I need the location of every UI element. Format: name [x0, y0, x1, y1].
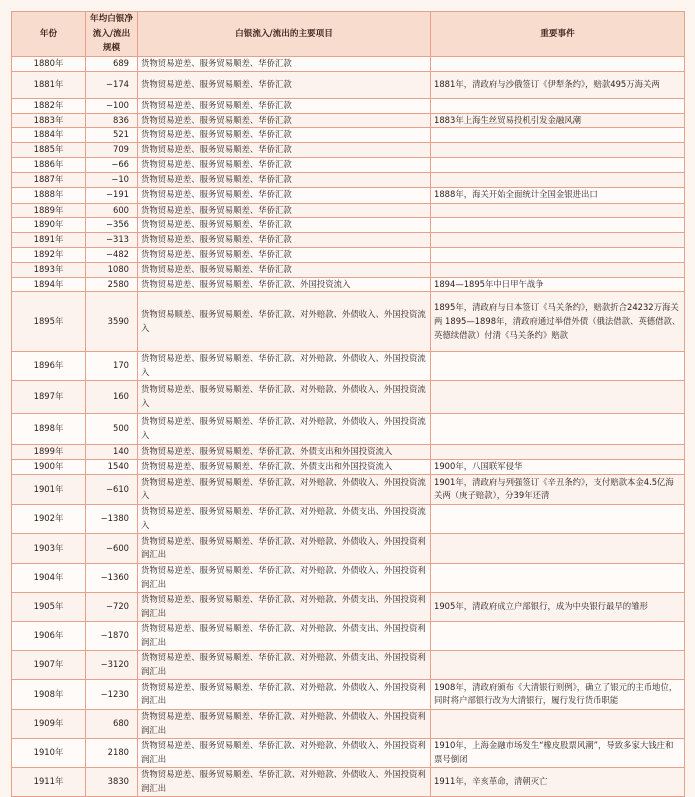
flow-cell: 3830 — [86, 767, 138, 796]
flow-cell: 600 — [86, 203, 138, 218]
year-cell: 1880年 — [12, 57, 86, 72]
header-events: 重要事件 — [431, 12, 685, 57]
table-row — [12, 459, 685, 474]
items-cell: 货物贸易逆差、服务贸易顺差、华侨汇款、对外赔款、外债收入、外国投资流入 — [138, 352, 431, 381]
table-body — [12, 57, 685, 797]
year-cell: 1894年 — [12, 277, 86, 292]
items-cell: 货物贸易逆差、服务贸易顺差、华侨汇款 — [138, 113, 431, 128]
items-cell: 货物贸易逆差、服务贸易顺差、华侨汇款、对外赔款、外债收入、外国投资利润汇出 — [138, 767, 431, 796]
silver-flow-table-container — [11, 11, 684, 797]
table-row — [12, 203, 685, 218]
table-row — [12, 277, 685, 292]
table-row — [12, 504, 685, 533]
year-cell: 1903年 — [12, 533, 86, 563]
items-cell: 货物贸易逆差、服务贸易顺差、华侨汇款 — [138, 218, 431, 233]
table-row — [12, 292, 685, 352]
flow-cell: −1380 — [86, 504, 138, 533]
table-row — [12, 187, 685, 203]
table-header-row — [12, 12, 685, 57]
items-cell: 货物贸易顺差、服务贸易顺差、华侨汇款、对外赔款、外债收入、外国投资流入 — [138, 292, 431, 352]
table-row — [12, 247, 685, 262]
table-row — [12, 444, 685, 459]
year-cell: 1897年 — [12, 380, 86, 413]
events-cell — [431, 128, 685, 143]
events-cell — [431, 57, 685, 72]
table-row — [12, 533, 685, 563]
flow-cell: 836 — [86, 113, 138, 128]
flow-cell: 3590 — [86, 292, 138, 352]
silver-flow-table — [11, 11, 685, 797]
items-cell: 货物贸易逆差、服务贸易顺差、华侨汇款、对外赔款、外债支出、外国投资利润汇出 — [138, 592, 431, 621]
items-cell: 货物贸易逆差、服务贸易顺差、华侨汇款、对外赔款、外债收入、外国投资流入 — [138, 413, 431, 444]
table-row — [12, 172, 685, 187]
table-row — [12, 592, 685, 621]
items-cell: 货物贸易逆差、服务贸易顺差、华侨汇款 — [138, 71, 431, 98]
items-cell: 货物贸易逆差、服务贸易顺差、华侨汇款、对外赔款、外债收入、外国投资利润汇出 — [138, 709, 431, 738]
events-cell — [431, 650, 685, 679]
events-cell: 1883年上海生丝贸易投机引发金融风潮 — [431, 113, 685, 128]
events-cell — [431, 444, 685, 459]
flow-cell: −600 — [86, 533, 138, 563]
items-cell: 货物贸易逆差、服务贸易顺差、华侨汇款 — [138, 98, 431, 113]
table-row — [12, 157, 685, 172]
events-cell — [431, 352, 685, 381]
events-cell: 1888年，海关开始全面统计全国金银进出口 — [431, 187, 685, 203]
year-cell: 1882年 — [12, 98, 86, 113]
flow-cell: 1540 — [86, 459, 138, 474]
flow-cell: 709 — [86, 143, 138, 158]
year-cell: 1893年 — [12, 262, 86, 277]
flow-cell: −1230 — [86, 679, 138, 709]
flow-cell: −10 — [86, 172, 138, 187]
flow-cell: −191 — [86, 187, 138, 203]
events-cell: 1910年，上海金融市场发生“橡皮股票风潮”，导致多家大钱庄和票号倒闭 — [431, 738, 685, 767]
flow-cell: −1870 — [86, 621, 138, 650]
items-cell: 货物贸易逆差、服务贸易顺差、华侨汇款 — [138, 57, 431, 72]
items-cell: 货物贸易逆差、服务贸易顺差、华侨汇款、对外赔款、外债收入、外国投资流入 — [138, 474, 431, 504]
year-cell: 1889年 — [12, 203, 86, 218]
flow-cell: −100 — [86, 98, 138, 113]
year-cell: 1911年 — [12, 767, 86, 796]
flow-cell: 680 — [86, 709, 138, 738]
flow-cell: −313 — [86, 233, 138, 248]
table-row — [12, 98, 685, 113]
flow-cell: 2580 — [86, 277, 138, 292]
events-cell — [431, 709, 685, 738]
events-cell: 1900年，八国联军侵华 — [431, 459, 685, 474]
table-row — [12, 474, 685, 504]
flow-cell: −3120 — [86, 650, 138, 679]
year-cell: 1890年 — [12, 218, 86, 233]
items-cell: 货物贸易逆差、服务贸易顺差、华侨汇款 — [138, 203, 431, 218]
year-cell: 1902年 — [12, 504, 86, 533]
table-row — [12, 113, 685, 128]
flow-cell: 2180 — [86, 738, 138, 767]
flow-cell: 140 — [86, 444, 138, 459]
items-cell: 货物贸易逆差、服务贸易顺差、华侨汇款 — [138, 128, 431, 143]
events-cell: 1911年，辛亥革命，清朝灭亡 — [431, 767, 685, 796]
year-cell: 1909年 — [12, 709, 86, 738]
flow-cell: −720 — [86, 592, 138, 621]
items-cell: 货物贸易逆差、服务贸易顺差、华侨汇款 — [138, 247, 431, 262]
events-cell — [431, 172, 685, 187]
flow-cell: 500 — [86, 413, 138, 444]
items-cell: 货物贸易逆差、服务贸易顺差、华侨汇款、对外赔款、外债支出、外国投资利润汇出 — [138, 621, 431, 650]
events-cell: 1881年，清政府与沙俄签订《伊犁条约》，赔款495万海关两 — [431, 71, 685, 98]
items-cell: 货物贸易逆差、服务贸易顺差、华侨汇款 — [138, 157, 431, 172]
table-row — [12, 128, 685, 143]
table-row — [12, 650, 685, 679]
table-row — [12, 233, 685, 248]
flow-cell: −174 — [86, 71, 138, 98]
year-cell: 1883年 — [12, 113, 86, 128]
events-cell — [431, 98, 685, 113]
flow-cell: 689 — [86, 57, 138, 72]
year-cell: 1899年 — [12, 444, 86, 459]
year-cell: 1896年 — [12, 352, 86, 381]
year-cell: 1907年 — [12, 650, 86, 679]
events-cell: 1901年，清政府与列强签订《辛丑条约》，支付赔款本金4.5亿海关两（庚子赔款），分39年还清 — [431, 474, 685, 504]
items-cell: 货物贸易逆差、服务贸易顺差、华侨汇款、外债支出和外国投资流入 — [138, 459, 431, 474]
events-cell — [431, 262, 685, 277]
events-cell — [431, 218, 685, 233]
items-cell: 货物贸易逆差、服务贸易顺差、华侨汇款、外国投资流入 — [138, 277, 431, 292]
table-row — [12, 352, 685, 381]
table-row — [12, 621, 685, 650]
header-year: 年份 — [12, 12, 86, 57]
flow-cell: 170 — [86, 352, 138, 381]
events-cell — [431, 143, 685, 158]
events-cell — [431, 621, 685, 650]
events-cell — [431, 247, 685, 262]
year-cell: 1892年 — [12, 247, 86, 262]
year-cell: 1888年 — [12, 187, 86, 203]
year-cell: 1884年 — [12, 128, 86, 143]
flow-cell: 521 — [86, 128, 138, 143]
events-cell — [431, 203, 685, 218]
table-row — [12, 218, 685, 233]
flow-cell: −482 — [86, 247, 138, 262]
events-cell — [431, 504, 685, 533]
table-row — [12, 563, 685, 592]
events-cell: 1908年，清政府颁布《大清银行则例》，确立了银元的主币地位，同时将户部银行改为大清银行，履行发行货币职能 — [431, 679, 685, 709]
items-cell: 货物贸易逆差、服务贸易顺差、华侨汇款、对外赔款、外债收入、外国投资流入 — [138, 380, 431, 413]
flow-cell: 160 — [86, 380, 138, 413]
items-cell: 货物贸易逆差、服务贸易顺差、华侨汇款、对外赔款、外债收入、外国投资利润汇出 — [138, 738, 431, 767]
table-row — [12, 767, 685, 796]
events-cell — [431, 233, 685, 248]
year-cell: 1901年 — [12, 474, 86, 504]
table-row — [12, 143, 685, 158]
events-cell — [431, 157, 685, 172]
items-cell: 货物贸易逆差、服务贸易顺差、华侨汇款、外债支出和外国投资流入 — [138, 444, 431, 459]
events-cell — [431, 533, 685, 563]
header-items: 白银流入/流出的主要项目 — [138, 12, 431, 57]
table-row — [12, 679, 685, 709]
year-cell: 1904年 — [12, 563, 86, 592]
table-row — [12, 380, 685, 413]
events-cell — [431, 413, 685, 444]
year-cell: 1885年 — [12, 143, 86, 158]
items-cell: 货物贸易逆差、服务贸易顺差、华侨汇款 — [138, 172, 431, 187]
flow-cell: −1360 — [86, 563, 138, 592]
items-cell: 货物贸易逆差、服务贸易顺差、华侨汇款 — [138, 143, 431, 158]
events-cell — [431, 380, 685, 413]
table-row — [12, 57, 685, 72]
year-cell: 1886年 — [12, 157, 86, 172]
flow-cell: −610 — [86, 474, 138, 504]
items-cell: 货物贸易逆差、服务贸易顺差、华侨汇款、对外赔款、外债收入、外国投资利润汇出 — [138, 563, 431, 592]
items-cell: 货物贸易逆差、服务贸易顺差、华侨汇款 — [138, 233, 431, 248]
year-cell: 1905年 — [12, 592, 86, 621]
table-row — [12, 413, 685, 444]
year-cell: 1900年 — [12, 459, 86, 474]
table-row — [12, 709, 685, 738]
year-cell: 1908年 — [12, 679, 86, 709]
table-row — [12, 738, 685, 767]
table-row — [12, 71, 685, 98]
flow-cell: 1080 — [86, 262, 138, 277]
items-cell: 货物贸易逆差、服务贸易顺差、华侨汇款、对外赔款、外债收入、外国投资利润汇出 — [138, 533, 431, 563]
events-cell: 1895年，清政府与日本签订《马关条约》，赔款折合24232万海关两 1895—1898年，清政府通过举借外债（俄法借款、英德借款、英德续借款）付清《马关条约》赔款 — [431, 292, 685, 352]
year-cell: 1895年 — [12, 292, 86, 352]
year-cell: 1910年 — [12, 738, 86, 767]
events-cell: 1894—1895年中日甲午战争 — [431, 277, 685, 292]
flow-cell: −66 — [86, 157, 138, 172]
items-cell: 货物贸易逆差、服务贸易顺差、华侨汇款、对外赔款、外债支出、外国投资流入 — [138, 504, 431, 533]
events-cell — [431, 563, 685, 592]
year-cell: 1891年 — [12, 233, 86, 248]
events-cell: 1905年，清政府成立户部银行，成为中央银行最早的雏形 — [431, 592, 685, 621]
year-cell: 1906年 — [12, 621, 86, 650]
year-cell: 1887年 — [12, 172, 86, 187]
items-cell: 货物贸易逆差、服务贸易顺差、华侨汇款 — [138, 262, 431, 277]
flow-cell: −356 — [86, 218, 138, 233]
year-cell: 1881年 — [12, 71, 86, 98]
table-row — [12, 262, 685, 277]
items-cell: 货物贸易逆差、服务贸易顺差、华侨汇款 — [138, 187, 431, 203]
header-flow: 年均白银净流入/流出规模 — [86, 12, 138, 57]
year-cell: 1898年 — [12, 413, 86, 444]
items-cell: 货物贸易逆差、服务贸易顺差、华侨汇款、对外赔款、外债支出、外国投资利润汇出 — [138, 650, 431, 679]
items-cell: 货物贸易逆差、服务贸易顺差、华侨汇款、对外赔款、外债收入、外国投资利润汇出 — [138, 679, 431, 709]
